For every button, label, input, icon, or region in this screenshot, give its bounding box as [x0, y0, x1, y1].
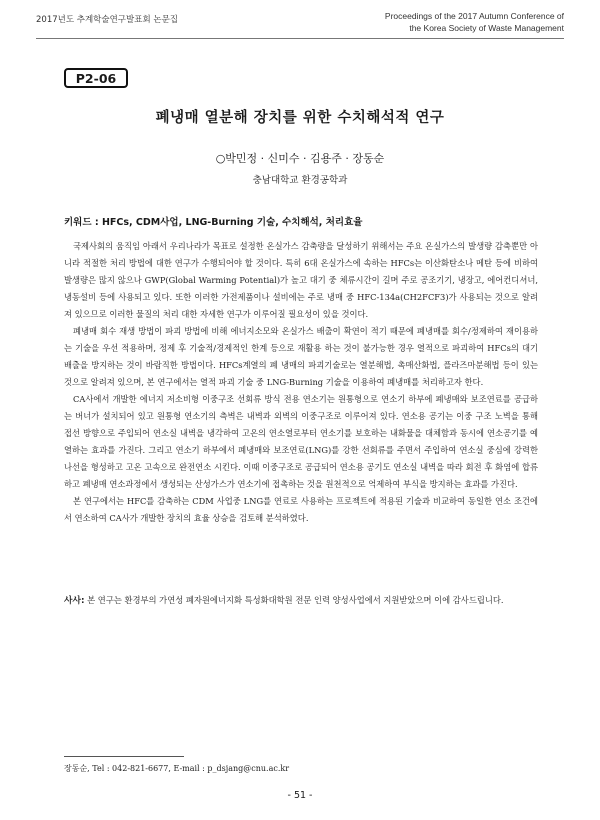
affiliation: 충남대학교 환경공학과 [252, 175, 348, 186]
running-header-english [385, 10, 564, 34]
body-paragraph-2: 폐냉매 회수 재생 방법이 파괴 방법에 비해 에너지소모와 온실가스 배출이 확연이 적기 때문에 폐냉매를 회수/정제하여 재이용하는 기술을 우선 적용하며, 정제 후 기술적/경제적인 한계 등으로 재활용 하는 것이 불가능한 경우 열적으로 파괴하여 HFCs의 대기 배출을 방지하는 것이 바람직한 방법이다. HFCs계열의 폐 냉매의 파괴기술로는 열분해법, 촉매산화법, 플라즈마분해법 등이 있는 것으로 알려져 있으며, 본 연구에서는 열적 파괴 기술 중 LNG-Burning 기술을 이용하여 폐냉매를 처리하고자 한다. [64, 326, 538, 387]
body-paragraph-4: 본 연구에서는 HFC를 감축하는 CDM 사업중 LNG를 연료로 사용하는 프로젝트에 적용된 기술과 비교하여 동일한 연소 조건에서 연소하여 CA사가 개발한 장치의 효율 상승을 검토해 분석하였다. [64, 496, 538, 523]
acknowledgment-text: 본 연구는 환경부의 가연성 폐자원에너지화 특성화대학원 전문 인력 양성사업에서 지원받았으며 이에 감사드립니다. [84, 595, 504, 605]
page-number: - 51 - [287, 790, 313, 801]
footnote-divider [64, 756, 184, 757]
acknowledgment [64, 592, 538, 610]
running-header-korean: 2017년도 추계학술연구발표회 논문집 [36, 15, 178, 25]
author-list: ○박민정 · 신미수 · 김용주 · 장동순 [215, 152, 385, 165]
keywords-line: 키워드 : HFCs, CDM사업, LNG-Burning 기술, 수치해석, 처리효율 [64, 217, 363, 228]
running-header-line-1: Proceedings of the 2017 Autumn Conference of [384, 11, 564, 21]
header-divider [36, 38, 564, 39]
paper-code-badge: P2-06 [64, 68, 128, 88]
body-paragraph-1: 국제사회의 움직임 아래서 우리나라가 목표로 설정한 온실가스 감축량을 달성하기 위해서는 주요 온실가스의 발생량 감축뿐만 아니라 적절한 처리 방법에 대한 연구가 수행되어야 할 것이다. 특히 6대 온실가스에 속하는 HFCs는 이산화탄소나 메탄 등에 비하여 발생량은 많지 않으나 GWP(Global Warming Potential)가 높고 대기 중 체류시간이 길며 주로 공조기기, 냉장고, 에어컨디셔너, 냉동설비 등에 사용되고 있다. 또한 이러한 가전제품이나 설비에는 주로 냉매 중 HFC-134a(CH2FCF3)가 사용되는 것으로 알려져 있으므로 이러한 물질의 처리 대한 자세한 연구가 이루어질 필요성이 있을 것이다. [64, 241, 538, 319]
acknowledgment-label: 사사: [64, 596, 85, 606]
running-header-line-2: the Korea Society of Waste Management [409, 23, 564, 33]
paper-title: 폐냉매 열분해 장치를 위한 수치해석적 연구 [155, 110, 445, 126]
body-paragraph-3: CA사에서 개발한 에너지 저소비형 이중구조 선회류 방식 전용 연소기는 원통형으로 연소기 하부에 폐냉매와 보조연료를 공급하는 버너가 설치되어 있고 원통형 연소기의 측벽은 내벽과 외벽의 이중구조로 이루어져 있다. 연소용 공기는 이중 구조 노벽을 통해 접선 방향으로 주입되어 연소실 내벽을 냉각하여 고온의 연소열로부터 연소기를 보호하는 내화물을 대체함과 동시에 연소공기를 예열하는 효과를 가진다. 그리고 연소기 하부에서 폐냉매와 보조연료(LNG)를 강한 선회류를 주면서 주입하여 연소실 중심에 강력한 나선을 형성하고 고온 고속으로 완전연소 시킨다. 이때 이중구조로 공급되어 연소용 공기도 연소실 내벽을 따라 회전 후 화염에 합류하고 폐냉매 연소과정에서 생성되는 산성가스가 연소기에 접촉하는 것을 원천적으로 억제하여 부식을 방지하는 효과를 가진다. [64, 394, 538, 489]
abstract-body [64, 238, 538, 527]
corresponding-author-footnote: 장동순, Tel : 042-821-6677, E-mail : p_dsjang@cnu.ac.kr [64, 764, 290, 773]
